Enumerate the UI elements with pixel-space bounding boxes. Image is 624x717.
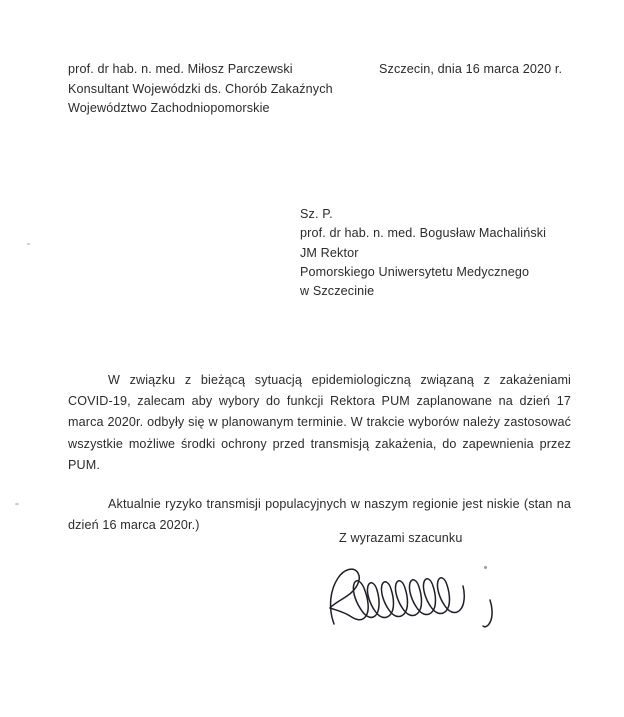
- recipient-block: [300, 205, 590, 301]
- dateline: Szczecin, dnia 16 marca 2020 r.: [379, 62, 563, 76]
- body-paragraph: Aktualnie ryzyko transmisji populacyjnych w naszym regionie jest niskie (stan na dzień 16 marca 2020r.): [68, 497, 571, 533]
- recipient-line: prof. dr hab. n. med. Bogusław Machaliński: [300, 226, 547, 241]
- recipient-line: Sz. P.: [300, 207, 333, 221]
- body-paragraph: W związku z bieżącą sytuacją epidemiologiczną związaną z zakażeniami COVID-19, zalecam aby wybory do funkcji Rektora PUM zaplanowane na dzień 17 marca 2020r. odbyły się w planowanym terminie. W trakcie wyborów należy zastosować wszystkie możliwe środki ochrony przed transmisją zakażenia, do zapewnienia przez PUM.: [68, 373, 571, 472]
- scan-speck: [27, 243, 30, 245]
- signature-mark: [318, 556, 518, 636]
- scan-speck: [15, 503, 19, 505]
- closing-salutation: Z wyrazami szacunku: [339, 531, 463, 545]
- sender-line: prof. dr hab. n. med. Miłosz Parczewski: [68, 62, 293, 76]
- sender-line: Województwo Zachodniopomorskie: [68, 101, 270, 115]
- recipient-line: Pomorskiego Uniwersytetu Medycznego: [300, 264, 530, 279]
- scan-speck: [484, 566, 487, 569]
- recipient-line: w Szczecinie: [300, 284, 375, 299]
- sender-line: Konsultant Wojewódzki ds. Chorób Zakaźnych: [68, 81, 333, 96]
- sender-block: [68, 60, 368, 119]
- recipient-line: JM Rektor: [300, 245, 359, 260]
- letter-body: [68, 370, 571, 536]
